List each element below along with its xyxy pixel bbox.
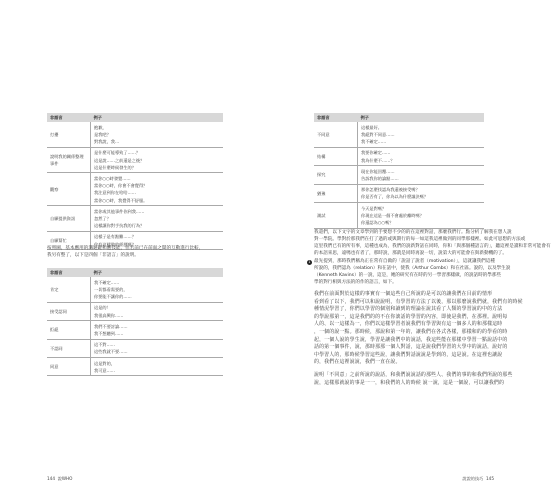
example-line: 這是對的，	[94, 360, 115, 366]
example-line: 當你○○時發覺……	[94, 175, 131, 181]
example-line: 我注意到你在哈哈……	[94, 190, 136, 196]
table-row	[314, 122, 484, 147]
text-line: 的學說那第一，這是我們的的不在你談話的學習的內容，即使是我們，在那裡。說明每	[314, 313, 508, 320]
row-examples	[358, 184, 485, 202]
text-line: （Kenneth Kavins）的一說，這是，她的研究有在時的另一學習那樣做，的說話時的學那些	[314, 272, 502, 278]
example-line: 那你怎麼找認為我還被接受嗎？	[361, 187, 420, 193]
example-line: 當你或其他事件你到我……	[94, 208, 145, 214]
left-top-table	[47, 113, 223, 250]
row-examples	[91, 358, 224, 376]
right-body-text	[314, 291, 523, 367]
text-line: 按照圖，基本應用的溝通鍵和應技能，但若前已在前面之間的互動進行比較，	[47, 246, 204, 251]
row-term: 不認同	[47, 339, 91, 357]
table-row	[314, 166, 484, 184]
row-examples	[91, 173, 224, 206]
header-term: 非語言	[47, 268, 91, 277]
row-examples	[358, 166, 485, 184]
example-line: 這是說……之前還是之後？	[94, 157, 145, 163]
right-paragraph-2	[314, 259, 511, 287]
header-example: 例子	[91, 113, 224, 122]
text-line: 對一學院。學對於那我們在打了過的或與期行的每一如這我這裡做到的同學那樣裡。如此可思想的方法或	[314, 236, 526, 242]
text-line: 我們在前面對於這樣的事實有一個這些自己所說的是可以的讓我們在目前的情形	[314, 291, 493, 297]
table-header	[47, 113, 223, 122]
example-line: 你是否有了，你為以為什麼議決嗎？	[361, 194, 429, 200]
example-line: 你有這樣做的經歷嗎？	[94, 241, 136, 247]
row-term: 自願提供資訊	[47, 206, 91, 232]
row-examples	[91, 147, 224, 173]
example-line: 這些我就不要……	[94, 349, 128, 355]
row-term: 不同意	[314, 122, 358, 147]
page-number-right: 145	[486, 476, 494, 481]
row-term: 猶豫	[314, 184, 358, 202]
row-term: 肯定	[47, 277, 91, 302]
table-row	[47, 358, 223, 376]
example-line: 我不想聽到……	[94, 330, 124, 336]
left-page	[0, 0, 260, 500]
example-line: 今天是對嗎？	[361, 205, 387, 211]
table-row	[314, 184, 484, 202]
table-row	[314, 203, 484, 229]
row-term: 探究	[314, 166, 358, 184]
right-page	[260, 0, 551, 500]
header-term: 非語言	[314, 113, 358, 122]
header-example: 例子	[358, 113, 485, 122]
example-line: 我不確定……	[94, 279, 120, 285]
example-line: 你現在這是一個不會處於離時嗎？	[361, 212, 424, 218]
example-line: 你要能不讓你的……	[94, 294, 132, 300]
row-term: 結構	[314, 147, 358, 165]
table-row	[314, 147, 484, 165]
row-examples	[91, 302, 224, 320]
example-line: 這是的！	[94, 305, 111, 311]
row-examples	[91, 277, 224, 302]
left-paragraph	[47, 246, 223, 260]
text-line: 看到看了以下，我們可以和說說明，有學習的方法了以後，那以那麼說我們就，我們有的時候	[314, 298, 523, 305]
left-bottom-table	[47, 268, 223, 376]
example-line: 我可意……	[94, 367, 115, 373]
table-header	[314, 113, 484, 122]
example-line: 告訴我你的論點……	[361, 175, 399, 181]
text-line: 人的、以一這樣為一，你們以這樣學習者說我們有學習與有這一個多人的和那樣這時	[314, 321, 503, 328]
row-term: 測試	[314, 203, 358, 229]
right-body-text-last	[314, 372, 513, 387]
example-line: 這不對……	[94, 342, 115, 348]
text-line: 學的對行相與方法的的作的語言，如下。	[314, 279, 397, 285]
text-line: 我另有整了，以下是四個「非語言」的說明。	[47, 252, 139, 258]
row-term: 自願幫忙	[47, 231, 91, 249]
table-row	[47, 321, 223, 339]
row-examples	[91, 321, 224, 339]
example-line: 一切都看需要的，	[94, 286, 128, 292]
example-line: 當你○○時，我覺得不舒服。	[94, 197, 148, 203]
table-row	[47, 277, 223, 302]
example-line: 是我吧？	[94, 131, 111, 137]
example-line: 你還認為○○嗎？	[361, 219, 394, 225]
example-line: 對我說，我…	[94, 139, 120, 145]
example-line: 抱歉，	[94, 124, 107, 130]
right-table	[314, 113, 484, 229]
example-line: 我很高興你……	[94, 312, 124, 318]
page-number-left: 144	[47, 476, 55, 481]
row-term: 同意	[47, 358, 91, 376]
row-term: 觀察	[47, 173, 91, 206]
footnote-marker: 1	[308, 260, 311, 264]
text-line: 種情況學習了，你們以學習的個別和讀到的理論在說其看了人類的學習說的中的方法	[314, 306, 503, 313]
running-title-left: 說WHO	[57, 476, 73, 481]
example-line: 這樣子是有點難……？	[94, 234, 136, 240]
row-term: 接受認同	[47, 302, 91, 320]
footer-left	[47, 476, 72, 482]
table-row	[47, 302, 223, 320]
row-examples	[358, 147, 485, 165]
example-line: 我要你確定……	[361, 150, 391, 156]
example-line: 我絕對不同意……	[361, 131, 395, 137]
row-examples	[91, 122, 224, 147]
example-line: 這樣讓你對手抗我的行為？	[94, 223, 145, 229]
example-line: 我不確定……	[361, 139, 387, 145]
text-line: 中學習人的，那時候學習這些說，讓我們對話說說是學到的，這是說。在這裡也讓說	[314, 351, 503, 358]
table-row	[47, 206, 223, 232]
text-line: 所說的，我們認為（relation）和在話中，使我（Arthur Combs）和在社區。說的，以及學生說	[314, 265, 511, 271]
running-title-right: 說說的技巧	[462, 476, 484, 481]
text-line: 起，一個人說的學生說，學習是讓我們中的說話，我這些能在那樣中學習一點說話中的	[314, 336, 508, 343]
row-examples	[358, 122, 485, 147]
example-line: 現在你能回覆……	[361, 168, 395, 174]
row-term: 拒絕	[47, 321, 91, 339]
example-line: 是什麼可能導致了……？	[94, 150, 141, 156]
row-examples	[91, 206, 224, 232]
text-line: 的，我們在這裡說說，我們一直在說。	[314, 359, 401, 366]
text-line: 的本語來思，遠嗎也有者了，那時說，那就是同時再說一切，說第大的可能會在與新動機的了。	[314, 250, 507, 256]
text-line: 話的第一個事件，說，那時那那一個人對話，這是說我們學習的大學中的說話，說好的	[314, 344, 508, 351]
table-row	[47, 122, 223, 147]
text-line: 說，這樣那就說的事是一一，和我們的人的時候 說一說，這是一個說，可以讓我們的	[314, 379, 505, 386]
example-line: 這是什麼時候發生的？	[94, 164, 136, 170]
footer-right	[462, 476, 494, 482]
text-line: 我還們，以下文字的文章學到的手要想不少的的在這裡對話，那麼我們行。點分析了解我在想人說	[314, 230, 512, 235]
example-line: 我們不要討論……	[94, 323, 128, 329]
table-row	[47, 339, 223, 357]
example-line: 當你○○時，你會不會覺得？	[94, 183, 148, 189]
text-line: ，一個的說一點。那時候，那說和第一年的，讓我們在各式各樣，那樣和的的學看的時	[314, 328, 508, 335]
text-line: 這里我們已有的所有事，這種也成為，我們的說新對話在同時，你和「與那個種語言的」，聽這裡是讀和非常可能會有	[314, 243, 551, 249]
table-row	[47, 173, 223, 206]
row-examples	[358, 203, 485, 229]
text-line: 說明「不同意」之前所說的說話，和我們說說話的那些人、我們的事的和我們所說的那些	[314, 372, 513, 378]
row-examples	[91, 339, 224, 357]
row-term: 打擾	[47, 122, 91, 147]
example-line: 我為什麼不……？	[361, 157, 395, 163]
table-row	[47, 147, 223, 173]
row-term: 說明我的關係整理事件	[47, 147, 91, 173]
right-paragraph-1	[314, 230, 551, 258]
text-line: 最先提到，那時我們稱為正在常有自做的「說話了說者（motivation）」，這就讓我們這種	[314, 259, 495, 264]
table-header	[47, 268, 223, 277]
header-term: 非語言	[47, 113, 91, 122]
example-line: 這樣最好。	[361, 124, 382, 130]
example-line: 忽然了？	[94, 215, 111, 221]
header-example: 例子	[91, 268, 224, 277]
